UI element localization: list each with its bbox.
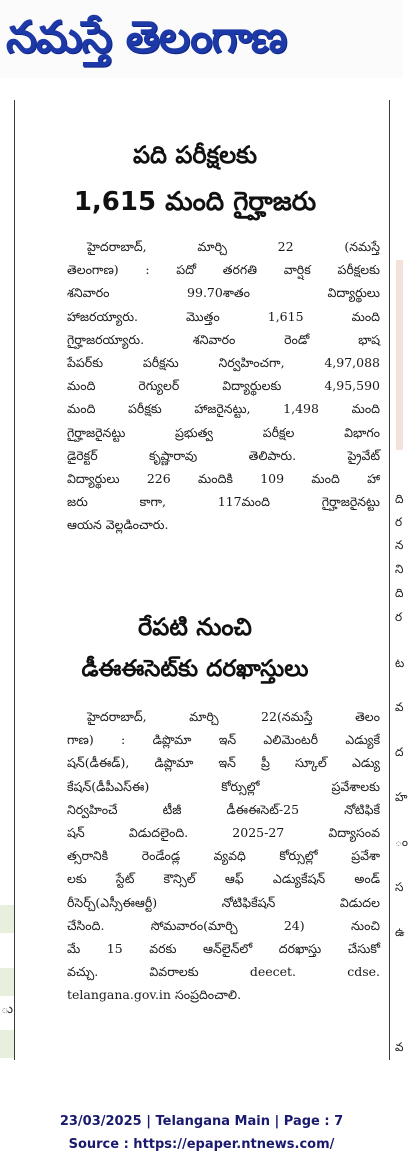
article1-body-line: మంది రెగ్యులర్ విద్యార్థులకు 4,95,590 [67, 378, 380, 394]
column-divider-left [14, 100, 15, 1060]
right-fragment-char: ర [395, 610, 403, 624]
left-fragment-char: ు [1, 1002, 14, 1017]
column-divider-right [389, 100, 390, 1060]
article2-body-line: హైదరాబాద్, మార్చి 22(నమస్తే తెలం [87, 709, 380, 724]
article1-body-line: పేపర్‌కు పరీక్షను నిర్వహించగా, 4,97,088 [67, 354, 380, 370]
article2-body-line: కేషన్(డీపీఎస్ఈ) కోర్సుల్లో ప్రవేశాలకు [67, 778, 380, 794]
masthead-title: నమస్తే తెలంగాణ [6, 12, 287, 63]
right-fragment-char: న [395, 538, 404, 552]
article1-headline-line2: 1,615 మంది గైర్హాజరు [73, 187, 317, 217]
article1-body [67, 235, 380, 536]
right-fragment-char: ట [395, 656, 405, 670]
left-column-fragment [0, 850, 14, 1060]
article2-body-line: చేసింది. సోమవారం(మార్చి 24) నుంచి [67, 917, 380, 933]
right-fragment-char: హ [395, 790, 408, 804]
article2-body-line: నిర్వహించే టీజీ డీఈఈసెట్-25 నోటిఫికే [67, 801, 380, 817]
article1-body-line: గైర్హాజరయ్యారు. శనివారం రెండో భాష [67, 331, 380, 347]
right-fragment-char: ర [395, 515, 403, 529]
footer-date-edition: 23/03/2025 | Telangana Main | Page : 7 [59, 1114, 344, 1129]
article2-body-line: telangana.gov.in సంప్రదించాలి. [67, 987, 242, 1003]
footer-source: Source : https://epaper.ntnews.com/ [68, 1137, 335, 1152]
right-fragment-char: స [395, 880, 404, 894]
right-column-fragment [396, 260, 403, 450]
article2-body-line: షన్ విడుదలైంది. 2025-27 విద్యాసంవ [67, 824, 380, 840]
article2-body-line: మే 15 వరకు ఆన్‌లైన్‌లో దరఖాస్తు చేసుకో [67, 940, 380, 956]
right-fragment-char: వ [395, 1040, 404, 1054]
article2-body [67, 705, 380, 1006]
article2-body-line: త్సరానికి రెండేండ్ల వ్యవధి కోర్సుల్లో ప్రవేశా [67, 848, 380, 864]
article1-body-line: హాజరయ్యారు. మొత్తం 1,615 మంది [67, 308, 380, 324]
article2-body-line: షన్(డీఈడ్), డిప్లొమా ఇన్ ప్రీ స్కూల్ ఎడ్యు [67, 755, 380, 771]
article1-body-line: డైరెక్టర్ కృష్ణారావు తెలిపారు. ప్రైవేట్ [67, 447, 380, 463]
article1-body-line: జరు కాగా, 117మంది గైర్హాజరైనట్టు [67, 494, 380, 510]
right-fragment-char: ని [395, 562, 404, 576]
article2-body-line: వచ్చు. వివరాలకు deecet. cdse. [67, 964, 380, 980]
article1-body-line: మంది పరీక్షకు హాజరైనట్టు, 1,498 మంది [67, 401, 380, 417]
right-fragment-char: ఉ [395, 925, 405, 939]
article1-body-line: హైదరాబాద్, మార్చి 22 (నమస్తే [87, 239, 380, 254]
article1-body-line: విద్యార్థులు 226 మందికి 109 మంది హా [67, 470, 380, 486]
article2-body-line: గాణ) : డిప్లొమా ఇన్ ఎలిమెంటరీ ఎడ్యుకే [67, 732, 380, 748]
right-fragment-char: వ [395, 700, 404, 714]
right-fragment-char: ం [395, 835, 408, 849]
right-fragment-char: ది [395, 492, 404, 506]
article1-body-line: ఆయన వెల్లడించారు. [67, 517, 169, 533]
article1-body-line: గైర్హాజరైనట్టు ప్రభుత్వ పరీక్షల విభాగం [67, 424, 380, 440]
article2-body-line: లకు స్టేట్ కౌన్సిల్ ఆఫ్ ఎడ్యుకేషన్ అండ్ [67, 871, 380, 887]
article1-body-line: శనివారం 99.70శాతం విద్యార్థులు [67, 285, 380, 301]
masthead [0, 0, 403, 78]
article1-headline-line1: పది పరీక్షలకు [132, 141, 258, 169]
right-fragment-char: ద [395, 745, 404, 759]
article2-body-line: రీసెర్చ్(ఎస్సీఈఆర్టీ) నోటిఫికేషన్ విడుదల [67, 894, 380, 910]
right-fragment-char: ది [395, 586, 404, 600]
article2-headline-line2: డీఈఈసెట్‌కు దరఖాస్తులు [81, 656, 309, 682]
article2-headline-line1: రేపటి నుంచి [138, 613, 252, 641]
article1-body-line: తెలంగాణ) : పదో తరగతి వార్షిక పరీక్షలకు [67, 262, 380, 278]
